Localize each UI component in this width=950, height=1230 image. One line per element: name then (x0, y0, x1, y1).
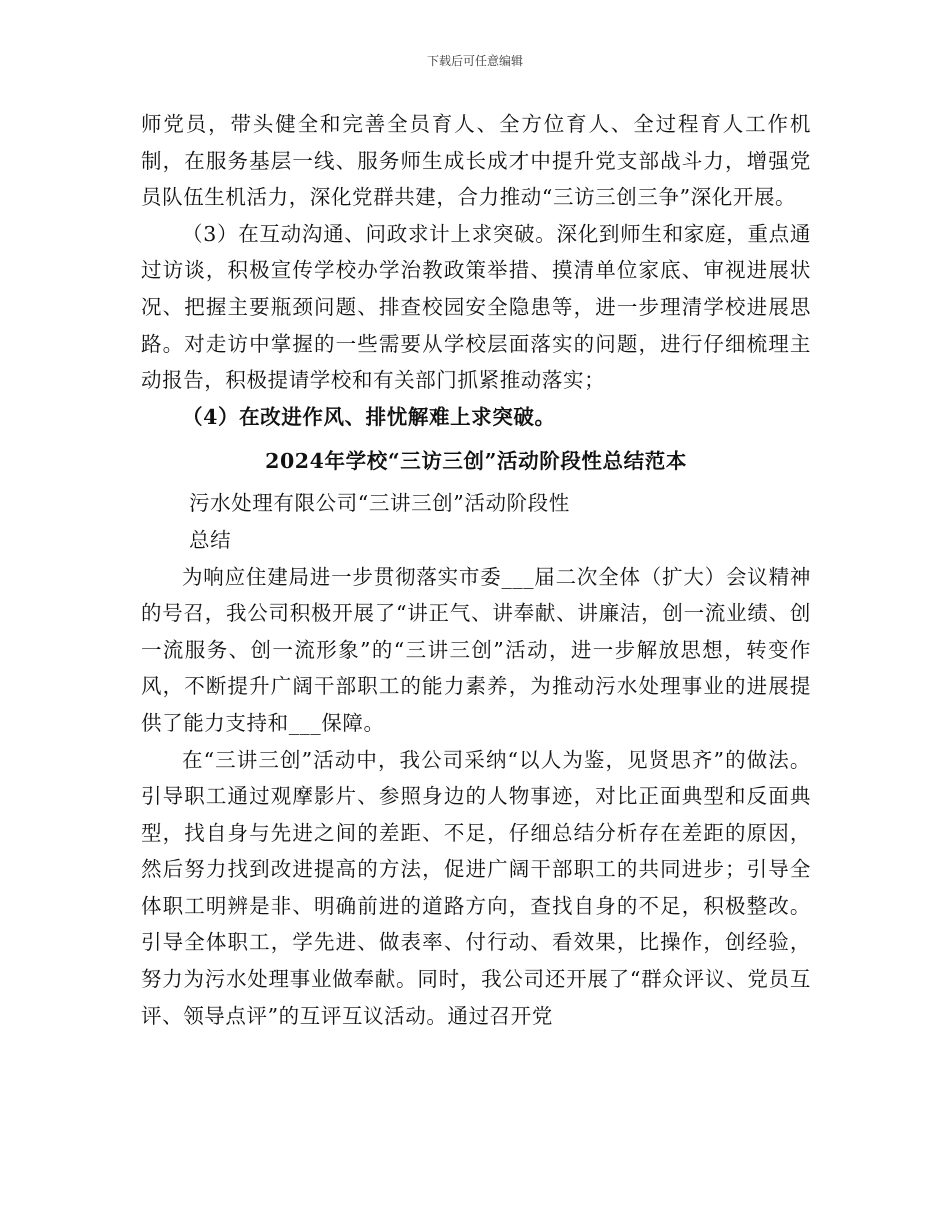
paragraph-item-3: （3）在互动沟通、问政求计上求突破。深化到师生和家庭，重点通过访谈，积极宣传学校办学治教政策举措、摸清单位家底、审视进展状况、把握主要瓶颈问题、排查校园安全隐患等，进一步理清学校进展思路。对走访中掌握的一些需要从学校层面落实的问题，进行仔细梳理主动报告，积极提请学校和有关部门抓紧推动落实； (141, 221, 811, 393)
paragraph-activities: 在“三讲三创”活动中，我公司采纳“以人为鉴，见贤思齐”的做法。引导职工通过观摩影片、参照身边的人物事迹，对比正面典型和反面典型，找自身与先进之间的差距、不足，仔细总结分析存在差距的原因，然后努力找到改进提高的方法，促进广阔干部职工的共同进步；引导全体职工明辨是非、明确前进的道路方向，查找自身的不足，积极整改。引导全体职工，学先进、做表率、付行动、看效果，比操作，创经验，努力为污水处理事业做奉献。同时，我公司还开展了“群众评议、党员互评、领导点评”的互评互议活动。通过召开党 (141, 747, 811, 1028)
paragraph-item-4: （4）在改进作风、排忧解难上求突破。 (182, 404, 556, 429)
paragraph-continuation: 师党员，带头健全和完善全员育人、全方位育人、全过程育人工作机制，在服务基层一线、服务师生成长成才中提升党支部战斗力，增强党员队伍生机活力，深化党群共建，合力推动“三访三创三争”深化开展。 (141, 112, 811, 210)
document-body (141, 106, 811, 1034)
section-title: 2024年学校“三访三创”活动阶段性总结范本 (265, 449, 687, 474)
subtitle-line-1: 污水处理有限公司“三讲三创”活动阶段性 (189, 491, 570, 516)
page-header: 下载后可任意编辑 (426, 54, 523, 68)
subtitle-line-2: 总结 (189, 527, 232, 552)
paragraph-intro: 为响应住建局进一步贯彻落实市委___届二次全体（扩大）会议精神的号召，我公司积极开展了“讲正气、讲奉献、讲廉洁，创一流业绩、创一流服务、创一流形象”的“三讲三创”活动，进一步解放思想，转变作风，不断提升广阔干部职工的能力素养，为推动污水处理事业的进展提供了能力支持和___保障。 (141, 564, 811, 735)
